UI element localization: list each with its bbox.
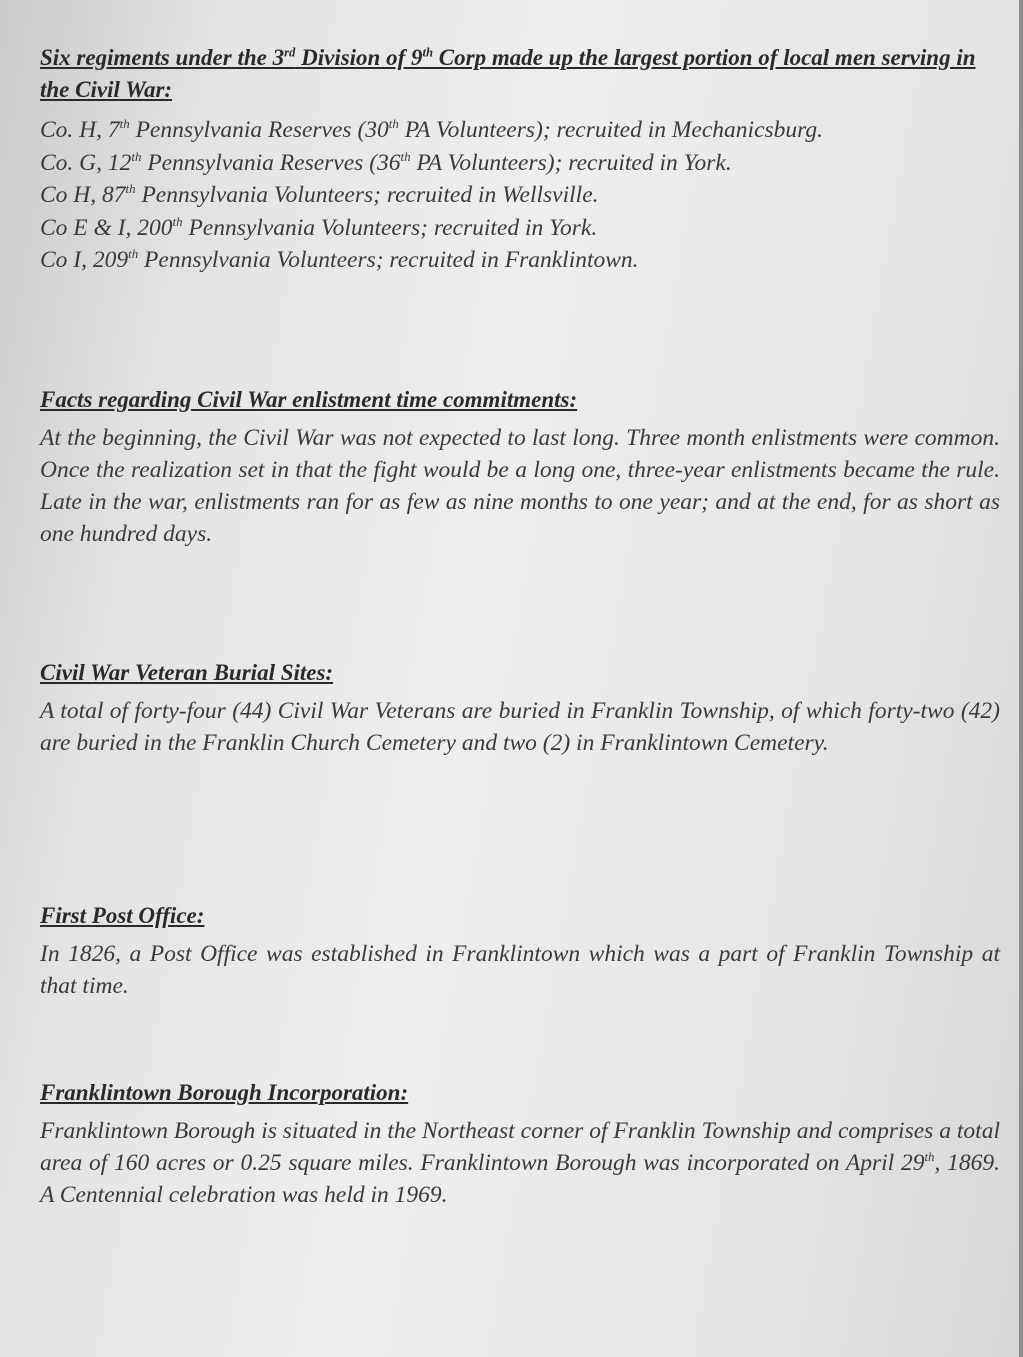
unit-item: Co I, 209th Pennsylvania Volunteers; recruited in Franklintown. bbox=[40, 246, 639, 273]
burial-heading: Civil War Veteran Burial Sites: bbox=[40, 660, 334, 685]
section-regiments bbox=[40, 42, 1000, 277]
section-enlistment bbox=[40, 384, 1000, 550]
section-burial bbox=[40, 657, 1000, 759]
section-incorporation bbox=[40, 1077, 1000, 1211]
incorporation-body: Franklintown Borough is situated in the Northeast corner of Franklin Township and comprises a total area of 160 acres or 0.25 square miles. Franklintown Borough was incorporated on April 29th, 1869. A Centennial celebration was held in 1969. bbox=[40, 1118, 1001, 1208]
incorporation-heading: Franklintown Borough Incorporation: bbox=[40, 1080, 409, 1105]
burial-body: A total of forty-four (44) Civil War Veterans are buried in Franklin Township, of which forty-two (42) are buried in the Franklin Church Cemetery and two (2) in Franklintown Cemetery. bbox=[40, 698, 1000, 756]
frame-edge bbox=[1019, 0, 1023, 1357]
unit-item: Co H, 87th Pennsylvania Volunteers; recruited in Wellsville. bbox=[40, 181, 599, 208]
unit-item: Co. H, 7th Pennsylvania Reserves (30th PA Volunteers); recruited in Mechanicsburg. bbox=[40, 116, 824, 143]
unit-item: Co. G, 12th Pennsylvania Reserves (36th PA Volunteers); recruited in York. bbox=[40, 148, 732, 176]
post-office-heading: First Post Office: bbox=[40, 903, 205, 928]
regiments-heading: Six regiments under the 3rd Division of 9th Corp made up the largest portion of local men serving in the Civil War: bbox=[40, 45, 976, 102]
enlistment-heading: Facts regarding Civil War enlistment time commitments: bbox=[40, 387, 578, 412]
post-office-body: In 1826, a Post Office was established in Franklintown which was a part of Franklin Township at that time. bbox=[40, 941, 1000, 999]
section-post-office bbox=[40, 900, 1000, 1002]
enlistment-body: At the beginning, the Civil War was not expected to last long. Three month enlistments were common. Once the realization set in that the fight would be a long one, three-year enlistments became the rule. Late in the war, enlistments ran for as few as nine months to one year; and at the end, for as short as one hundred days. bbox=[40, 425, 1000, 547]
unit-list bbox=[40, 114, 1000, 277]
unit-item: Co E & I, 200th Pennsylvania Volunteers; recruited in York. bbox=[40, 213, 598, 241]
